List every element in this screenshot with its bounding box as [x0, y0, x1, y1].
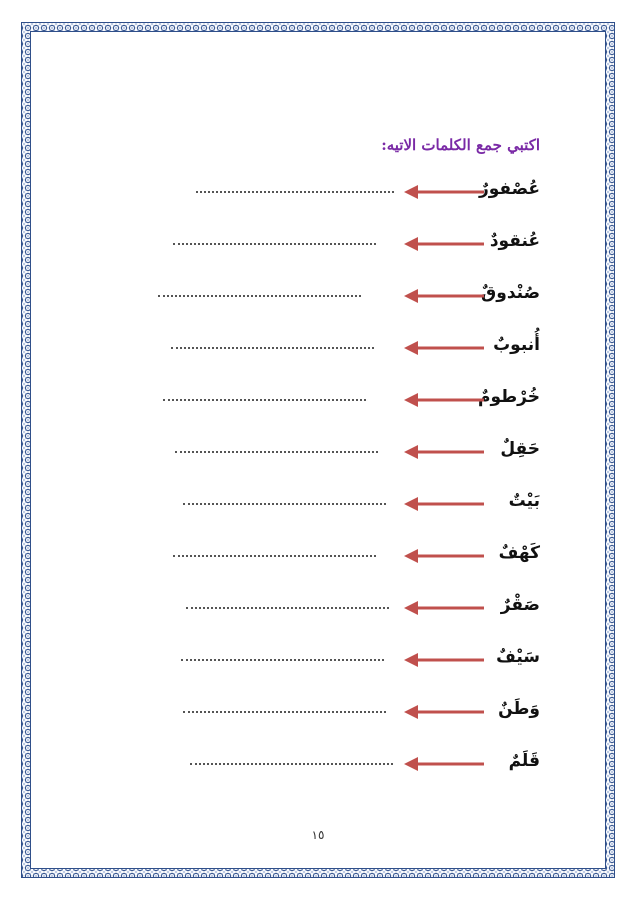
answer-blank-line[interactable] [183, 503, 386, 505]
arrow-left-icon [404, 287, 486, 305]
word-row [0, 489, 636, 519]
word-row [0, 333, 636, 363]
answer-blank-line[interactable] [183, 711, 386, 713]
singular-word: كَهْفٌ [498, 543, 540, 563]
word-row [0, 749, 636, 779]
word-row [0, 177, 636, 207]
answer-blank-line[interactable] [163, 399, 366, 401]
answer-blank-line[interactable] [181, 659, 384, 661]
word-row [0, 281, 636, 311]
singular-word: سَيْفٌ [496, 647, 540, 667]
exercise-instruction: اكتبي جمع الكلمات الاتيه: [381, 136, 540, 154]
answer-blank-line[interactable] [186, 607, 389, 609]
arrow-left-icon [404, 495, 486, 513]
answer-blank-line[interactable] [158, 295, 361, 297]
page-number: ١٥ [311, 828, 325, 842]
singular-word: خُرْطومٌ [478, 387, 540, 407]
answer-blank-line[interactable] [173, 555, 376, 557]
singular-word: صَقْرٌ [500, 595, 540, 615]
singular-word: حَقِلٌ [500, 439, 540, 459]
singular-word: وَطَنٌ [498, 699, 540, 719]
arrow-left-icon [404, 235, 486, 253]
word-row [0, 593, 636, 623]
arrow-left-icon [404, 547, 486, 565]
singular-word: عُنقودٌ [489, 231, 540, 251]
word-row [0, 229, 636, 259]
word-row [0, 645, 636, 675]
singular-word: بَيْتٌ [508, 491, 540, 511]
arrow-left-icon [404, 651, 486, 669]
word-row [0, 437, 636, 467]
word-row [0, 697, 636, 727]
arrow-left-icon [404, 339, 486, 357]
answer-blank-line[interactable] [171, 347, 374, 349]
word-row [0, 541, 636, 571]
arrow-left-icon [404, 443, 486, 461]
arrow-left-icon [404, 183, 486, 201]
arrow-left-icon [404, 703, 486, 721]
answer-blank-line[interactable] [173, 243, 376, 245]
singular-word: أُنبوبٌ [493, 335, 540, 355]
answer-blank-line[interactable] [175, 451, 378, 453]
singular-word: صُنْدوقٌ [481, 283, 540, 303]
singular-word: عُصْفورٌ [478, 179, 540, 199]
singular-word: قَلَمٌ [508, 751, 540, 771]
word-row [0, 385, 636, 415]
arrow-left-icon [404, 755, 486, 773]
arrow-left-icon [404, 599, 486, 617]
answer-blank-line[interactable] [196, 191, 394, 193]
arrow-left-icon [404, 391, 486, 409]
answer-blank-line[interactable] [190, 763, 393, 765]
